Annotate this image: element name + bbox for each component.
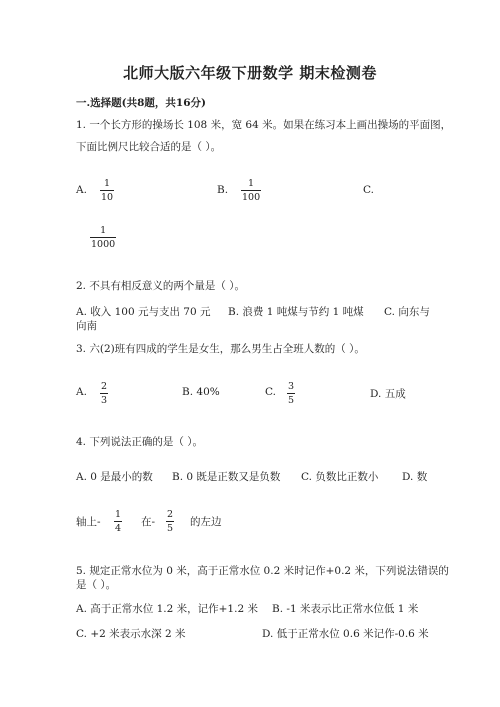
- q3-option-d: D. 五成: [370, 388, 406, 400]
- q2-option-b: B. 浪费 1 吨煤与节约 1 吨煤: [228, 306, 364, 318]
- q4-d-denominator-1: 4: [115, 523, 122, 534]
- q4-option-d-text-c: 的左边: [190, 516, 222, 528]
- q3-c-denominator: 5: [288, 395, 295, 406]
- q1-a-numerator: 1: [104, 178, 111, 189]
- fraction-bar: [100, 393, 108, 394]
- q5-option-d: D. 低于正常水位 0.6 米记作-0.6 米: [262, 628, 429, 640]
- section-heading: 一.选择题(共8题，共16分): [76, 97, 207, 109]
- q5-option-b: B. -1 米表示比正常水位低 1 米: [272, 603, 419, 615]
- q3-option-b: B. 40%: [182, 386, 220, 398]
- q5-stem-line2: 是（ ）。: [76, 579, 117, 591]
- q2-stem: 2. 不具有相反意义的两个量是（ ）。: [76, 280, 245, 292]
- q3-a-denominator: 3: [101, 395, 108, 406]
- q4-option-d-text-b: 在-: [141, 516, 156, 528]
- q3-stem: 3. 六(2)班有四成的学生是女生，那么男生占全班人数的（ ）。: [76, 343, 365, 355]
- fraction-bar: [114, 521, 122, 522]
- q2-option-a: A. 收入 100 元与支出 70 元: [76, 306, 211, 318]
- q3-a-numerator: 2: [101, 381, 108, 392]
- fraction-bar: [287, 393, 295, 394]
- q4-option-d-text-a: 轴上-: [76, 516, 101, 528]
- q5-option-c: C. +2 米表示水深 2 米: [76, 628, 186, 640]
- q4-option-b: B. 0 既是正数又是负数: [172, 471, 281, 483]
- q4-option-c: C. 负数比正数小: [301, 471, 379, 483]
- q1-b-numerator: 1: [248, 178, 255, 189]
- q1-option-c-fraction: [90, 225, 116, 250]
- q3-c-numerator: 3: [288, 381, 295, 392]
- q4-d-numerator-1: 1: [115, 509, 122, 520]
- q5-option-a: A. 高于正常水位 1.2 米，记作+1.2 米: [76, 603, 258, 615]
- q1-stem-line1: 1. 一个长方形的操场长 108 米，宽 64 米。如果在练习本上画出操场的平面图，: [76, 119, 452, 131]
- fraction-bar: [241, 190, 261, 191]
- fraction-bar: [90, 237, 116, 238]
- fraction-bar: [100, 190, 114, 191]
- q4-option-a: A. 0 是最小的数: [76, 471, 153, 483]
- q1-b-denominator: 100: [242, 192, 261, 203]
- q3-option-c-label: C.: [265, 386, 276, 398]
- q4-option-d-fraction-2: [166, 509, 174, 534]
- q1-a-denominator: 10: [101, 192, 114, 203]
- q1-option-b-label: B.: [217, 184, 229, 196]
- q4-option-d: D. 数: [402, 471, 428, 483]
- q1-option-a-label: A.: [76, 184, 87, 196]
- q2-option-c-continued: 向南: [76, 320, 97, 332]
- fraction-bar: [166, 521, 174, 522]
- q4-d-denominator-2: 5: [167, 523, 174, 534]
- q1-stem-line2: 下面比例尺比较合适的是（ ）。: [76, 141, 222, 153]
- q2-option-c: C. 向东与: [384, 306, 430, 318]
- q4-d-numerator-2: 2: [167, 509, 174, 520]
- q3-option-a-label: A.: [76, 386, 87, 398]
- q4-stem: 4. 下列说法正确的是（ ）。: [76, 436, 203, 448]
- q5-stem-line1: 5. 规定正常水位为 0 米，高于正常水位 0.2 米时记作+0.2 米，下列说法错误的: [76, 565, 449, 577]
- q1-c-numerator: 1: [100, 225, 107, 236]
- q1-option-a-fraction: [100, 178, 114, 203]
- q4-option-d-fraction-1: [114, 509, 122, 534]
- q1-option-c-label: C.: [363, 184, 374, 196]
- page-title: 北师大版六年级下册数学 期末检测卷: [123, 64, 377, 82]
- q1-option-b-fraction: [241, 178, 261, 203]
- q1-c-denominator: 1000: [91, 239, 116, 250]
- q3-option-a-fraction: [100, 381, 108, 406]
- q3-option-c-fraction: [287, 381, 295, 406]
